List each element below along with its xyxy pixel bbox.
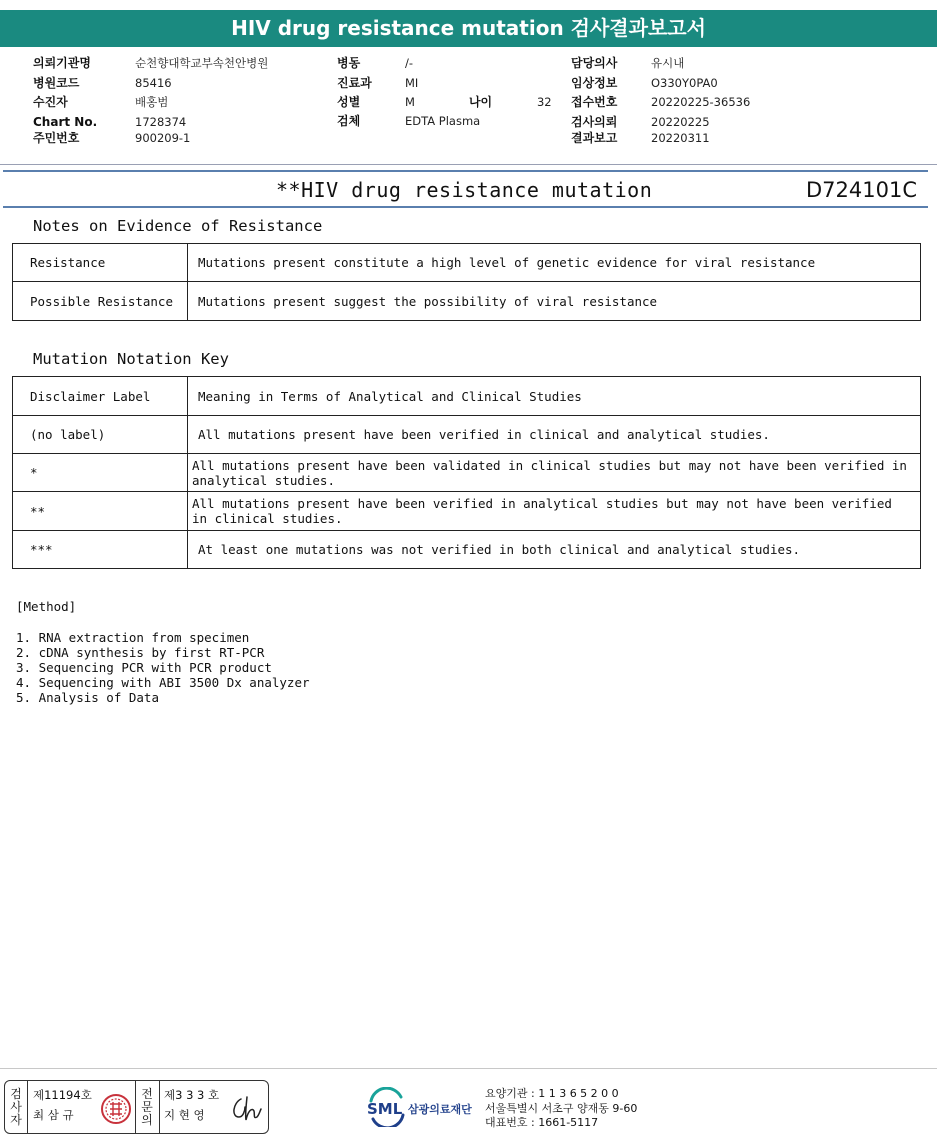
key-meaning: At least one mutations was not verified in both clinical and analytical studies. <box>188 531 921 569</box>
key-label: *** <box>13 531 188 569</box>
inspector-label-text: 검사자 <box>10 1087 22 1127</box>
notes-heading: Notes on Evidence of Resistance <box>33 217 323 235</box>
notes-table <box>12 243 921 321</box>
table-row <box>13 244 921 282</box>
info-row-sex <box>337 93 552 113</box>
method-heading: [Method] <box>16 599 77 614</box>
test-title: **HIV drug resistance mutation <box>276 178 653 202</box>
reviewer-license-no: 제3 3 3 호 <box>164 1088 220 1102</box>
info-label: 병동 <box>337 56 361 70</box>
inspector-name: 최 삼 규 <box>33 1108 74 1122</box>
info-label: 성별 <box>337 95 361 109</box>
info-label: 검체 <box>337 113 361 128</box>
info-label: 진료과 <box>337 75 372 90</box>
info-value: 85416 <box>135 75 172 90</box>
header-divider <box>0 164 937 165</box>
reviewer-name: 지 현 영 <box>164 1108 205 1122</box>
info-row-department <box>337 74 552 94</box>
signature-box <box>4 1080 269 1134</box>
notes-key: Possible Resistance <box>13 282 188 321</box>
table-row <box>13 531 921 569</box>
info-label: 수진자 <box>33 95 68 109</box>
method-step: 2. cDNA synthesis by first RT-PCR <box>16 645 265 660</box>
method-step: 4. Sequencing with ABI 3500 Dx analyzer <box>16 675 310 690</box>
reviewer-label <box>136 1088 158 1127</box>
footer-divider <box>0 1068 937 1069</box>
red-seal-icon <box>100 1093 132 1125</box>
method-step: 3. Sequencing PCR with PCR product <box>16 660 272 675</box>
reviewer-label-text: 전문의 <box>141 1087 153 1127</box>
info-label: 임상정보 <box>571 75 618 90</box>
info-label: 검사의뢰 <box>571 114 618 129</box>
info-column-1 <box>33 54 268 149</box>
org-address: 서울특별시 서초구 양재동 9-60 <box>485 1101 638 1115</box>
info-value: M <box>405 95 415 109</box>
table-row <box>13 492 921 531</box>
inspector-label <box>5 1088 27 1127</box>
key-label: Disclaimer Label <box>13 377 188 416</box>
info-row-patient <box>33 93 268 113</box>
info-value: 20220311 <box>651 131 710 145</box>
info-label: 결과보고 <box>571 131 618 145</box>
info-row-ward <box>337 54 552 74</box>
info-row-institution <box>33 54 268 74</box>
notation-key-table <box>12 376 921 569</box>
key-label: (no label) <box>13 416 188 454</box>
info-value: O330Y0PA0 <box>651 75 718 90</box>
table-row <box>13 454 921 492</box>
signature-icon <box>227 1093 263 1125</box>
info-label: Chart No. <box>33 114 98 129</box>
key-label: * <box>13 454 188 492</box>
info-value: /- <box>405 56 414 70</box>
info-row-resident-no <box>33 129 268 149</box>
inspector-license-no: 제11194호 <box>33 1088 92 1102</box>
section-rule-top <box>3 170 928 172</box>
method-step: 5. Analysis of Data <box>16 690 159 705</box>
table-row <box>13 377 921 416</box>
test-code: D724101C <box>806 178 917 202</box>
key-meaning: Meaning in Terms of Analytical and Clinical Studies <box>188 377 921 416</box>
key-meaning: All mutations present have been verified in analytical studies but may not have been verified in clinical studies. <box>188 492 921 531</box>
info-value: 순천향대학교부속천안병원 <box>135 56 269 70</box>
org-name: 삼광의료재단 <box>408 1103 472 1116</box>
section-rule-bottom <box>3 206 928 208</box>
inspector-info <box>33 1085 92 1125</box>
info-row-report-date <box>571 129 750 149</box>
info-row-physician <box>571 54 750 74</box>
info-row-clinical-info <box>571 74 750 94</box>
org-info <box>485 1087 637 1131</box>
reviewer-info <box>164 1085 219 1125</box>
info-label: 의뢰기관명 <box>33 56 91 70</box>
key-label: ** <box>13 492 188 531</box>
table-row <box>13 282 921 321</box>
info-value: MI <box>405 75 419 90</box>
info-row-receipt-no <box>571 93 750 113</box>
logo-text: SML <box>367 1100 403 1118</box>
box-separator <box>159 1081 160 1133</box>
method-step: 1. RNA extraction from specimen <box>16 630 250 645</box>
info-row-specimen <box>337 112 552 132</box>
notes-key: Resistance <box>13 244 188 282</box>
method-steps <box>16 630 310 705</box>
info-value-age: 32 <box>536 95 552 109</box>
org-institution-code: 요양기관 : 1 1 3 6 5 2 0 0 <box>485 1087 619 1100</box>
info-value: 900209-1 <box>135 131 191 145</box>
info-value: 20220225 <box>651 114 710 129</box>
notes-value: Mutations present suggest the possibility of viral resistance <box>188 282 921 321</box>
info-value: 유시내 <box>651 56 685 70</box>
report-title-bar: HIV drug resistance mutation 검사결과보고서 <box>0 10 937 47</box>
info-value: 배홍범 <box>135 95 169 109</box>
box-separator <box>27 1081 28 1133</box>
info-label: 병원코드 <box>33 75 80 90</box>
info-value: EDTA Plasma <box>405 113 481 128</box>
info-label: 담당의사 <box>571 56 618 70</box>
info-label-age: 나이 <box>468 95 493 109</box>
info-column-2 <box>337 54 552 131</box>
key-meaning: All mutations present have been verified in clinical and analytical studies. <box>188 416 921 454</box>
key-meaning: All mutations present have been validated in clinical studies but may not have been verified in analytical studies. <box>188 454 921 492</box>
info-label: 접수번호 <box>571 95 618 109</box>
info-label: 주민번호 <box>33 131 80 145</box>
info-row-hospital-code <box>33 74 268 94</box>
org-phone: 대표번호 : 1661-5117 <box>485 1116 599 1129</box>
info-column-3 <box>571 54 750 149</box>
notes-value: Mutations present constitute a high level of genetic evidence for viral resistance <box>188 244 921 282</box>
info-value: 1728374 <box>135 114 187 129</box>
key-heading: Mutation Notation Key <box>33 350 229 368</box>
table-row <box>13 416 921 454</box>
info-value: 20220225-36536 <box>651 95 751 109</box>
